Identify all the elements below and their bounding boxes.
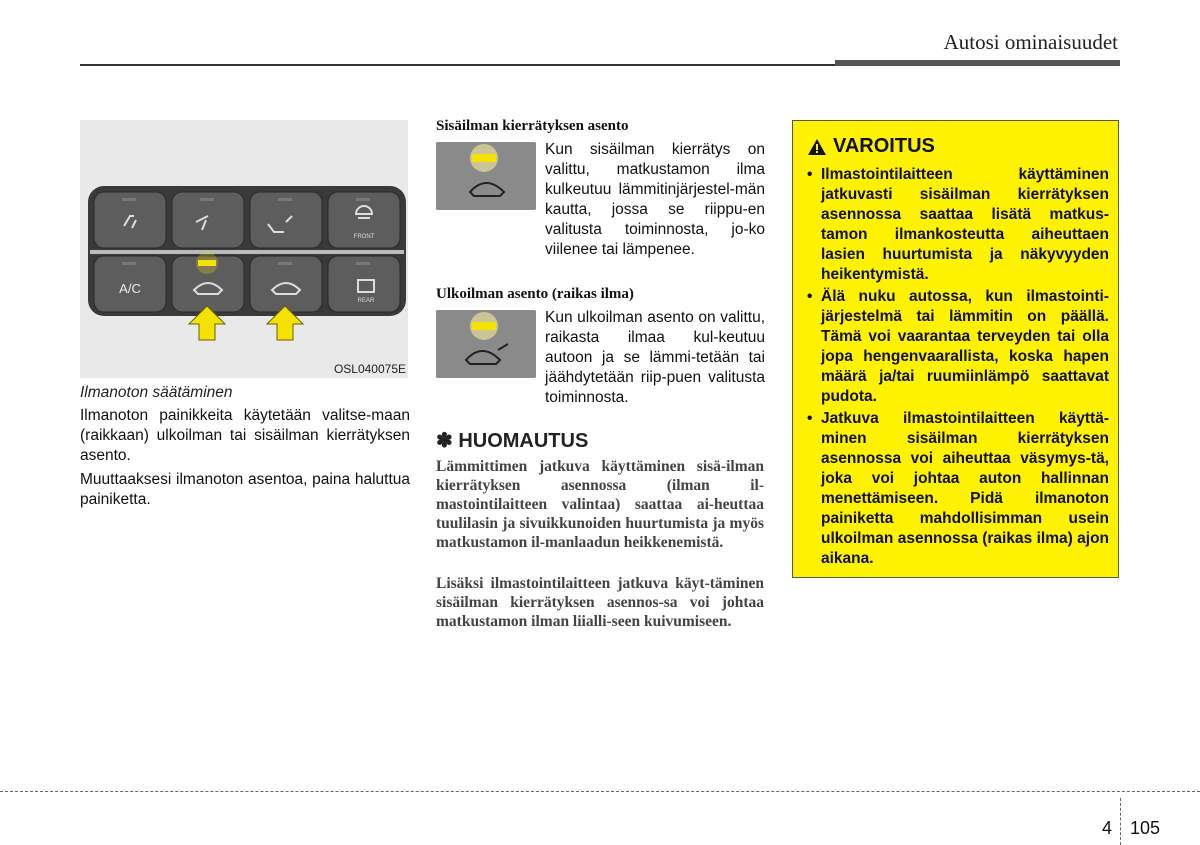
climate-panel-illustration xyxy=(88,186,406,366)
fresh-air-icon xyxy=(436,310,536,378)
footer-divider xyxy=(1120,798,1121,845)
warning-item: • Älä nuku autossa, kun ilmastointi-järjestelmä tai lämmitin on päällä. Tämä voi vaarantaa terveyden tai olla jopa hengenvaarallista, koska hapen määrä ja/tai ruumiinlämpö saattavat pudota. xyxy=(807,288,1109,405)
recirc-icon xyxy=(436,142,536,210)
note-paragraph-2: Lisäksi ilmastointilaitteen jatkuva käyt-täminen sisäilman kierrätyksen asennos-sa voi johtaa matkustamon ilman liialli-seen kuivumiseen. xyxy=(436,575,764,630)
warning-triangle-icon xyxy=(807,138,827,156)
warning-item: • Jatkuva ilmastointilaitteen käyttä-minen sisäilman kierrätyksen asennossa voi aiheuttaa väsymys-tä, joka voi johtaa auton hallinnan menettämiseen. Pidä ilmanoton painiketta mahdollisimman usein ulkoilman asennossa (raikas ilma) ajon aikana. xyxy=(807,410,1109,567)
header-bar xyxy=(835,60,1120,66)
fresh-title: Ulkoilman asento (raikas ilma) xyxy=(436,286,634,302)
climate-panel-figure xyxy=(80,120,408,378)
section-heading-ilmanoton: Ilmanoton säätäminen xyxy=(80,384,233,401)
warning-title-text: VAROITUS xyxy=(833,135,935,157)
note-title: ✽ HUOMAUTUS xyxy=(436,430,589,452)
fresh-button-image xyxy=(436,310,536,378)
page-header-title: Autosi ominaisuudet xyxy=(943,30,1118,54)
recirc-title: Sisäilman kierrätyksen asento xyxy=(436,118,629,134)
fresh-description: Kun ulkoilman asento on valittu, raikasta ilmaa kul-keutuu autoon ja se lämmi-tetään tai jäähdytetään riip-puen valitusta toiminnosta. xyxy=(545,309,765,406)
warning-title xyxy=(807,135,935,158)
recirc-description: Kun sisäilman kierrätys on valittu, matkustamon ilma kulkeutuu lämmitinjärjestel-män kautta, jossa se riippu-en valitusta toiminnosta, jo-ko viilenee tai lämpenee. xyxy=(545,141,765,258)
warning-item: • Ilmastointilaitteen käyttäminen jatkuvasti sisäilman kierrätyksen asennossa saattaa lisätä matkus-tamon ilmankosteutta aiheuttaen lasien huurtumista ja näkyvyyden heikentymistä. xyxy=(807,166,1109,283)
footer-rule xyxy=(0,791,1200,792)
ac-label: A/C xyxy=(119,281,141,296)
warning-list xyxy=(803,165,1109,571)
paragraph-ilmanoton-1: Ilmanoton painikkeita käytetään valitse-maan (raikkaan) ulkoilman tai sisäilman kierrätyksen asento. xyxy=(80,407,410,464)
warning-box xyxy=(792,120,1119,578)
header-rule xyxy=(80,64,835,66)
note-paragraph-1: Lämmittimen jatkuva käyttäminen sisä-ilman kierrätyksen asennossa (ilman il-mastointilaitteen valintaa) saattaa ai-heuttaa tuulilasin ja sivuikkunoiden huurtumista ja myös matkustamon il-manlaadun heikkenemistä. xyxy=(436,458,764,551)
page-number: 105 xyxy=(1130,818,1161,838)
recirc-button-image xyxy=(436,142,536,210)
paragraph-ilmanoton-2: Muuttaaksesi ilmanoton asentoa, paina haluttua painiketta. xyxy=(80,471,410,508)
figure-caption: OSL040075E xyxy=(333,362,406,376)
front-label: FRONT xyxy=(353,234,375,240)
rear-label: REAR xyxy=(357,298,375,304)
chapter-number: 4 xyxy=(1102,818,1113,838)
